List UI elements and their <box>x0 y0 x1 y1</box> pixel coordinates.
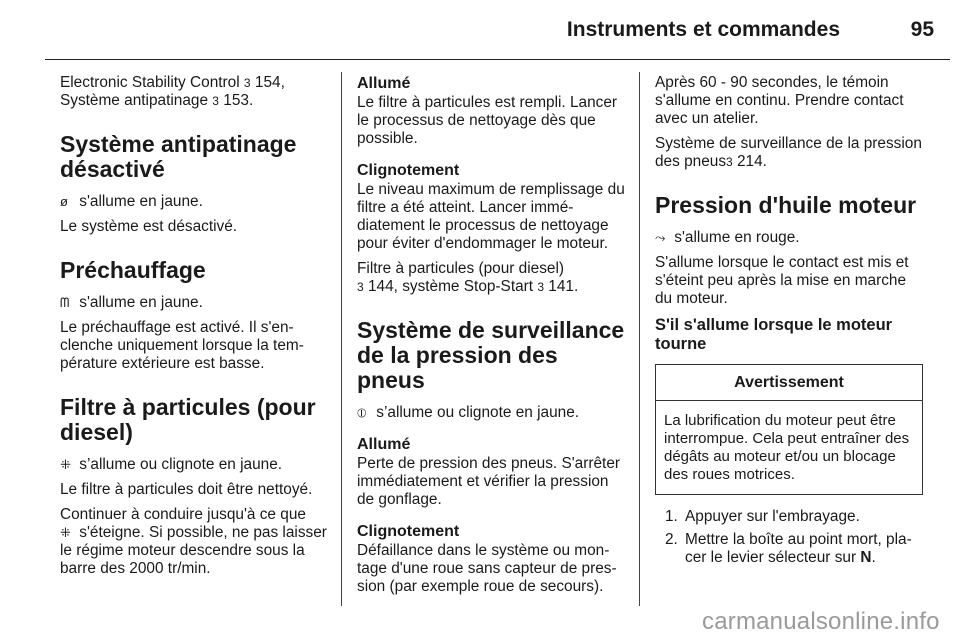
tc-description: Le système est désactivé. <box>60 218 238 235</box>
column-separator <box>639 72 640 606</box>
heading-tire-pressure-monitoring: Système de surveillance de la pression des pneus <box>357 317 625 393</box>
column-2 <box>357 74 625 603</box>
heading-traction-control-off: Système antipatinage désactivé <box>60 131 297 182</box>
page-ref-arrow-icon[interactable]: 3 <box>212 94 219 108</box>
dpf-indicator-text: ⁜ s’allume ou clignote en jaune. <box>60 456 283 473</box>
heading-if-on-while-running: S'il s'allume lorsque le moteur tourne <box>655 316 893 353</box>
list-item: 2. Mettre la boîte au point mort, placer le levier sélecteur sur N. <box>665 531 912 566</box>
preheat-description: Le préchauffage est activé. Il s'enclenche uniquement lorsque la température extérieure est basse. <box>60 319 304 372</box>
page-ref-arrow-icon[interactable]: 3 <box>726 155 733 169</box>
oil-indicator-text: ⤳ s'allume en rouge. <box>655 229 800 246</box>
list-item: 1. Appuyer sur l'embrayage. <box>665 508 860 525</box>
heading-diesel-particle-filter: Filtre à particules (pour diesel) <box>60 394 316 445</box>
page-ref-arrow-icon[interactable]: 3 <box>357 280 364 294</box>
dpf-description: Le filtre à particules doit être nettoyé. <box>60 481 313 498</box>
header-rule <box>45 59 950 60</box>
dpf-blink-text: Le niveau maximum de remplissage du filtre a été atteint. Lancer immédiatement le processus de nettoyage pour éviter d'endommager le moteur. <box>357 181 625 252</box>
tpms-reference: Système de surveillance de la pression des pneus3 214. <box>655 135 922 170</box>
watermark: carmanualsonline.info <box>702 608 940 635</box>
page-header-title: Instruments et commandes <box>566 18 840 41</box>
traction-control-off-icon: ø <box>60 194 68 209</box>
tpms-on-text: Perte de pression des pneus. S'arrêter immédiatement et vérifier la pression de gonflage. <box>357 455 621 508</box>
heading-blinking: Clignotement <box>357 523 460 540</box>
page-ref-arrow-icon[interactable]: 3 <box>537 280 545 294</box>
steps-list <box>655 508 923 567</box>
dpf-instruction: Continuer à conduire jusqu'à ce que ⁜ s'éteigne. Si possible, ne pas laisser le régime moteur descendre sous la barre des 2000 tr/min. <box>60 506 327 577</box>
oil-description: S'allume lorsque le contact est mis et s'éteint peu après la mise en marche du moteur. <box>655 254 909 307</box>
tc-indicator-text: ø s'allume en jaune. <box>60 193 203 210</box>
esc-reference: Electronic Stability Control 3 154, <box>60 74 285 91</box>
tc-reference: Système antipatinage 3 153. <box>60 92 254 109</box>
heading-oil-pressure: Pression d'huile moteur <box>655 192 917 218</box>
particle-filter-icon: ⁜ <box>60 525 71 540</box>
dpf-on-text: Le filtre à particules est rempli. Lancer le processus de nettoyage dès que possible. <box>357 94 618 147</box>
heading-blinking: Clignotement <box>357 162 460 179</box>
preheat-coil-icon: ᗰ <box>60 295 70 310</box>
preheat-indicator-text: ᗰ s'allume en jaune. <box>60 294 203 311</box>
oil-can-icon: ⤳ <box>655 230 666 245</box>
page-ref-arrow-icon[interactable]: 3 <box>243 76 251 90</box>
column-1 <box>60 74 328 585</box>
tpms-indicator-text: ⦶ s’allume ou clignote en jaune. <box>357 404 580 421</box>
heading-on: Allumé <box>357 436 411 453</box>
particle-filter-icon: ⁜ <box>60 457 71 472</box>
heading-preheating: Préchauffage <box>60 257 206 283</box>
warning-body: La lubrification du moteur peut être interrompue. Cela peut entraîner des dégâts au moteur et/ou un blocage des roues motrices. <box>664 412 910 483</box>
tpms-followup-text: Après 60 - 90 secondes, le témoin s'allume en continu. Prendre contact avec un atelier. <box>655 74 904 127</box>
dpf-reference: Filtre à particules (pour diesel) 3 144, système Stop-Start 3 141. <box>357 260 579 295</box>
warning-box <box>655 364 923 495</box>
column-3 <box>655 74 923 572</box>
warning-title: Avertissement <box>656 365 922 401</box>
column-separator <box>341 72 342 606</box>
tire-pressure-icon: ⦶ <box>357 405 367 420</box>
page-number: 95 <box>910 18 934 41</box>
heading-on: Allumé <box>357 75 411 92</box>
tpms-blink-text: Défaillance dans le système ou montage d'une roue sans capteur de pression (par exemple roue de secours). <box>357 542 617 595</box>
